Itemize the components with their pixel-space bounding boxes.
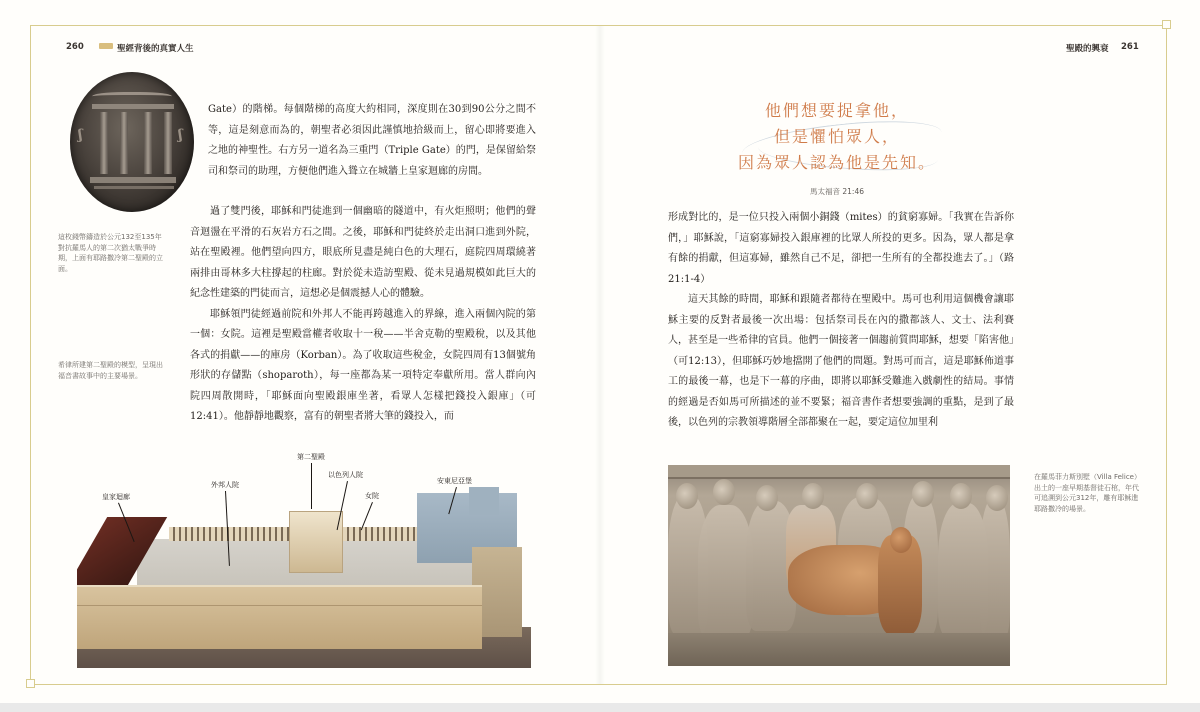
paragraph: 這天其餘的時間，耶穌和跟隨者都待在聖殿中。馬可也利用這個機會讓耶穌主要的反對者最後一次出場：包括祭司長在內的撒都該人、文士、法利賽人，甚至是一些希律的官員。他們一個接著一個趨前質問耶穌，想要「陷害他」（可12:13），但耶穌巧妙地擋開了他們的問題。對馬可而言，這是耶穌佈道事工的最後一幕，也是下一幕的序曲，即將以耶穌受難進入戲劇性的結局。事情的經過是否如馬可所描述的並不要緊；福音書作者想要強調的重點，是到了最後，以色列的宗教領導階層全部都聚在一起，要定這位加里利	[668, 294, 1014, 428]
frame-corner-ornament	[1162, 20, 1171, 29]
label-court-of-women: 女院	[365, 492, 379, 500]
pull-quote	[722, 98, 952, 208]
sarcophagus-relief-image	[668, 465, 1010, 666]
leader-line	[311, 463, 312, 509]
relief-caption: 在羅馬菲力斯別墅（Villa Felice）出土的一座早期基督徒石棺，年代可追溯到公元312年，雕有耶穌進耶路撒冷的場景。	[1034, 473, 1141, 513]
right-page-number: 261	[1121, 42, 1139, 52]
left-body-text-top	[208, 100, 536, 182]
quote-reference: 馬太福音 21:46	[810, 187, 864, 196]
label-royal-stoa: 皇家迴廊	[102, 493, 130, 501]
left-running-title: 聖經背後的真實人生	[117, 44, 194, 54]
right-running-title: 聖殿的興衰	[1066, 44, 1109, 54]
quote-line: 他們想要捉拿他，	[764, 101, 909, 120]
viewer-bottom-strip	[0, 703, 1200, 712]
coin-image: ʃ ʃ	[70, 72, 194, 212]
quote-line: 因為眾人認為他是先知。	[737, 153, 936, 172]
paragraph: Gate）的階梯。每個階梯的高度大約相同，深度則在30到90公分之間不等，這是刻意而為的，朝聖者必須因此謹慎地拾級而上，留心即將要進入之地的神聖性。右方另一道名為三重門（Triple Gate）的門，是保留給祭司和祭司的助理，方便他們進入聳立在城牆上皇家迴廊的房間。	[208, 104, 536, 177]
frame-corner-ornament	[26, 679, 35, 688]
quote-line: 但是懼怕眾人，	[773, 127, 900, 146]
temple-model-caption: 希律所建第二聖殿的模型，呈現出福音書故事中的主要場景。	[58, 361, 163, 380]
chapter-tag-marker	[99, 43, 113, 49]
coin-caption: 這枚錢幣鑄造於公元132至135年對抗羅馬人的第二次猶太戰爭時期，上面有耶路撒冷第二聖殿的立面。	[58, 233, 163, 273]
left-body-text	[190, 202, 536, 428]
temple-model-image	[77, 487, 531, 668]
label-court-of-israel: 以色列人院	[328, 471, 363, 479]
paragraph: 耶穌領門徒經過前院和外邦人不能再跨越進入的界線，進入兩個內院的第一個：女院。這裡是聖殿當權者收取十一稅——半舍克勒的聖殿稅，以及其他各式的捐獻——的庫房（Korban）。為了收取這些稅金，女院四周有13個號角形狀的存儲點（shoparoth），每一座都為某一項特定奉獻所用。當人群向內院四周散開時，「耶穌面向聖殿銀庫坐著，看眾人怎樣把錢投入銀庫」（可12:41）。他靜靜地觀察，富有的朝聖者將大筆的錢投入，而	[190, 308, 536, 422]
label-antonia-fortress: 安東尼亞堡	[437, 477, 472, 485]
label-court-of-gentiles: 外邦人院	[211, 481, 239, 489]
page-gutter	[595, 26, 605, 684]
label-second-temple: 第二聖殿	[297, 453, 325, 461]
right-body-text	[668, 208, 1014, 434]
paragraph: 形成對比的，是一位只投入兩個小銅錢（mites）的貧窮寡婦。「我實在告訴你們，」耶穌說，「這窮寡婦投入銀庫裡的比眾人所投的更多。因為，眾人都是拿有餘的捐獻，但這寡婦，雖然自己不足，卻把一生所有的全都投進去了。」（路21:1-4）	[668, 212, 1014, 285]
paragraph: 過了雙門後，耶穌和門徒進到一個幽暗的隧道中，有火炬照明；他們的聲音迴盪在平滑的石灰岩方石之間。之後，耶穌和門徒終於走出洞口進到外院，站在聖殿裡。他們望向四方，眼底所見盡是純白色的大理石，庭院四周環繞著兩排由哥林多大柱撐起的柱廊。對於從未造訪聖殿、從未見過規模如此巨大的紀念性建築的門徒而言，這想必是個震撼人心的體驗。	[190, 206, 536, 299]
left-page-number: 260	[66, 42, 84, 52]
